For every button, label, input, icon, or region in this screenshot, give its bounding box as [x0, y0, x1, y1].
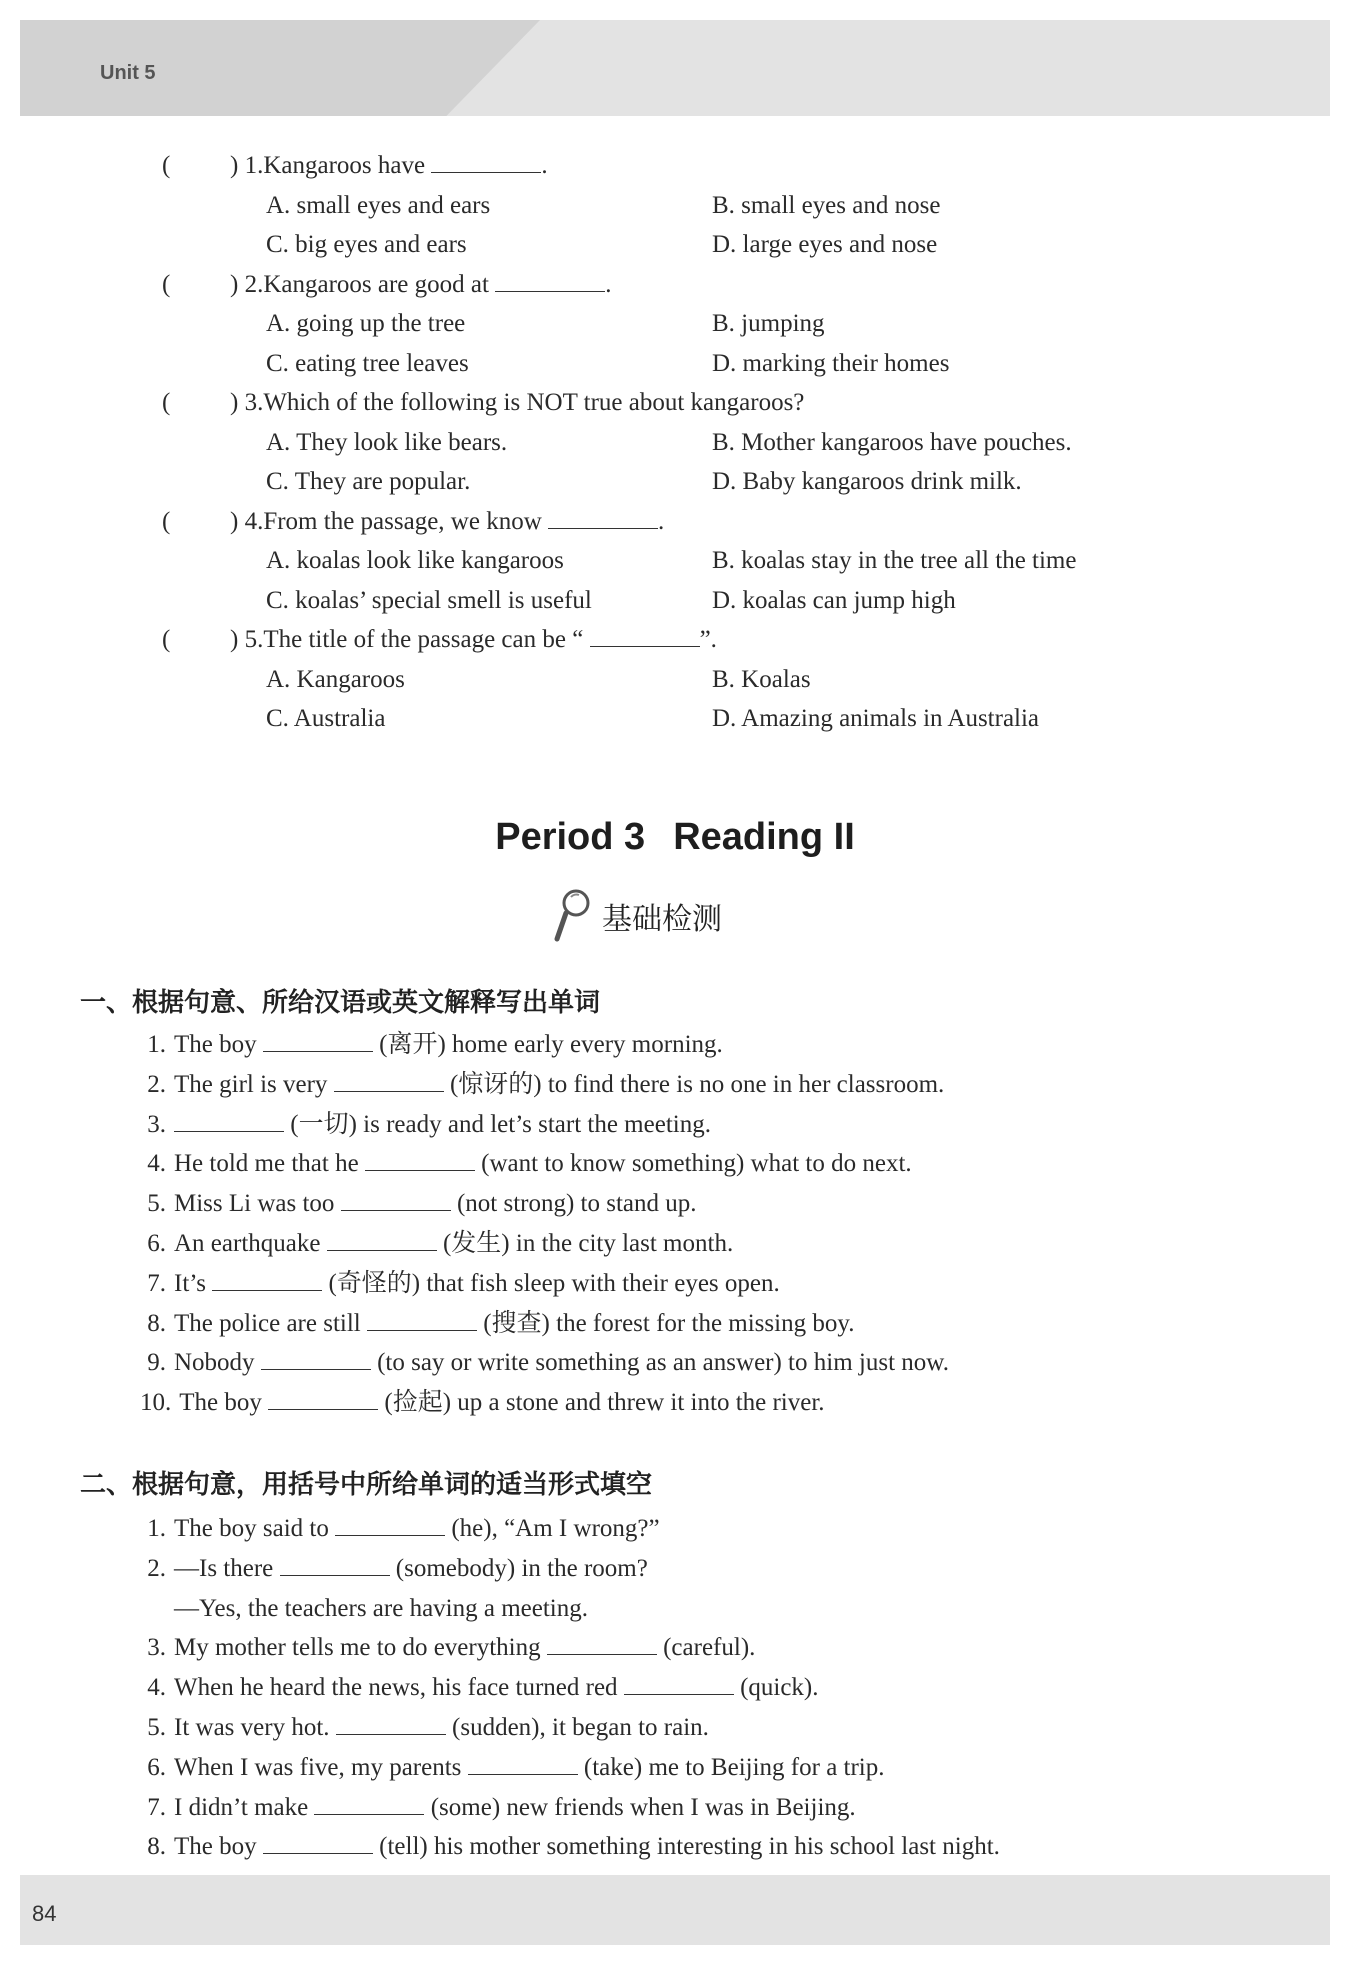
item-number: 2. [147, 1554, 166, 1582]
item-number: 3. [147, 1110, 166, 1138]
exercise-item [140, 1025, 1240, 1065]
item-text-after: (奇怪的) that fish sleep with their eyes open. [328, 1269, 780, 1297]
question-line [140, 146, 1140, 186]
section1-items [140, 1025, 1240, 1423]
option: C. They are popular. [266, 468, 471, 495]
option: B. jumping [712, 310, 825, 337]
item-number: 6. [147, 1229, 166, 1257]
item-text-after: (惊讶的) to find there is no one in her classroom. [449, 1070, 945, 1098]
item-text-before: The boy [174, 1833, 257, 1861]
item-text-after: (离开) home early every morning. [379, 1031, 723, 1058]
item-text-after: (一切) is ready and let’s start the meeting. [290, 1110, 711, 1138]
exercise-item [140, 1708, 1240, 1748]
question-text [230, 502, 664, 542]
basics-heading [552, 886, 722, 946]
answer-paren[interactable]: ( [162, 507, 171, 535]
item-number: 6. [147, 1753, 166, 1781]
answer-blank[interactable] [495, 269, 605, 292]
question-tail: ”. [699, 626, 717, 653]
question-line [140, 383, 1140, 423]
item-number: 2. [147, 1070, 166, 1098]
basics-label: 基础检测 [602, 902, 722, 937]
item-number: 9. [147, 1349, 166, 1377]
page-footer [20, 1875, 1330, 1945]
exercise-item [140, 1224, 1240, 1264]
period-name: Reading II [673, 816, 855, 858]
answer-blank[interactable] [268, 1387, 378, 1410]
answer-blank[interactable] [341, 1188, 451, 1211]
item-text-after: (搜查) the forest for the missing boy. [483, 1309, 855, 1337]
answer-blank[interactable] [365, 1148, 475, 1171]
item-text-before: The boy [179, 1389, 262, 1417]
exercise-item [140, 1509, 1240, 1549]
item-text-before: I didn’t make [174, 1793, 309, 1821]
answer-paren[interactable]: ( [162, 626, 171, 653]
question-line [140, 502, 1140, 542]
answer-blank[interactable] [431, 150, 541, 173]
option: C. koalas’ special smell is useful [266, 586, 592, 614]
answer-blank[interactable] [468, 1752, 578, 1775]
option: B. koalas stay in the tree all the time [712, 547, 1077, 574]
answer-blank[interactable] [548, 506, 658, 529]
question-stem: ) 4.From the passage, we know [230, 507, 542, 535]
answer-paren[interactable]: ( [162, 152, 171, 179]
option-row [140, 581, 1140, 621]
answer-blank[interactable] [174, 1109, 284, 1132]
answer-blank[interactable] [263, 1029, 373, 1052]
item-text-before: —Is there [174, 1554, 274, 1582]
option: A. going up the tree [266, 310, 466, 337]
item-number: 8. [147, 1833, 166, 1861]
item-number: 8. [147, 1309, 166, 1337]
option: D. koalas can jump high [712, 586, 956, 614]
exercise-item [140, 1065, 1240, 1105]
item-text-before: The police are still [174, 1309, 361, 1337]
exercise-item [140, 1589, 1240, 1629]
option: C. Australia [266, 705, 386, 732]
option-row [140, 541, 1140, 581]
workbook-page [20, 20, 1330, 1945]
exercise-item [140, 1748, 1240, 1788]
answer-blank[interactable] [334, 1069, 444, 1092]
item-text-before: My mother tells me to do everything [174, 1634, 541, 1662]
item-text-after: (want to know something) what to do next. [481, 1150, 912, 1178]
option-row [140, 462, 1140, 502]
header-decoration [20, 20, 540, 116]
section2-items [140, 1509, 1240, 1867]
answer-paren[interactable]: ( [162, 270, 171, 298]
item-text-after: (some) new friends when I was in Beijing. [430, 1793, 856, 1821]
item-text-before: It’s [174, 1269, 206, 1297]
item-text-before: —Yes, the teachers are having a meeting. [174, 1594, 588, 1622]
exercise-item [140, 1628, 1240, 1668]
section2-heading: 二、根据句意，用括号中所给单词的适当形式填空 [80, 1470, 653, 1500]
period-number: Period 3 [495, 816, 646, 858]
item-text-after: (tell) his mother something interesting in his school last night. [379, 1833, 1000, 1861]
item-text-before: Nobody [174, 1349, 255, 1377]
question-stem: ) 1.Kangaroos have [230, 152, 426, 179]
option-row [140, 423, 1140, 463]
item-text-before: When he heard the news, his face turned red [174, 1674, 618, 1702]
item-text-before: Miss Li was too [174, 1190, 335, 1218]
exercise-item [140, 1184, 1240, 1224]
item-text-after: (to say or write something as an answer) to him just now. [377, 1349, 949, 1377]
exercise-item [140, 1343, 1240, 1383]
option-row [140, 304, 1140, 344]
answer-blank[interactable] [624, 1672, 734, 1695]
item-text-after: (he), “Am I wrong?” [451, 1515, 660, 1542]
exercise-item [140, 1668, 1240, 1708]
answer-blank[interactable] [261, 1347, 371, 1370]
item-text-before: The boy [174, 1031, 257, 1058]
exercise-item [140, 1304, 1240, 1344]
option: D. large eyes and nose [712, 231, 938, 258]
answer-blank[interactable] [263, 1831, 373, 1854]
answer-blank[interactable] [547, 1632, 657, 1655]
item-text-after: (发生) in the city last month. [442, 1229, 734, 1257]
option: D. Amazing animals in Australia [712, 705, 1040, 732]
item-number: 4. [147, 1674, 166, 1702]
item-text-after: (take) me to Beijing for a trip. [583, 1753, 885, 1781]
item-text-after: (捡起) up a stone and threw it into the river. [384, 1389, 825, 1417]
option: C. eating tree leaves [266, 349, 469, 377]
item-text-before: It was very hot. [174, 1713, 330, 1741]
option-row [140, 660, 1140, 700]
item-number: 1. [147, 1515, 166, 1542]
exercise-item [140, 1827, 1240, 1867]
item-number: 5. [147, 1190, 166, 1218]
period-title [20, 816, 1330, 859]
question-tail: . [658, 507, 665, 535]
question-stem: ) 2.Kangaroos are good at [230, 270, 489, 298]
section1-heading: 一、根据句意、所给汉语或英文解释写出单词 [80, 988, 601, 1018]
option: A. koalas look like kangaroos [266, 547, 564, 574]
item-text-after: (sudden), it began to rain. [452, 1713, 709, 1741]
option: B. Mother kangaroos have pouches. [712, 428, 1072, 456]
item-text-before: An earthquake [174, 1229, 321, 1257]
question-text [230, 620, 717, 660]
option-row [140, 225, 1140, 265]
question-stem: ) 3.Which of the following is NOT true about kangaroos? [230, 389, 805, 416]
option: D. marking their homes [712, 349, 950, 377]
answer-blank[interactable] [335, 1513, 445, 1536]
answer-blank[interactable] [314, 1792, 424, 1815]
unit-label: Unit 5 [100, 62, 156, 84]
question-tail: . [605, 270, 612, 298]
item-number: 1. [147, 1031, 166, 1058]
exercise-item [140, 1549, 1240, 1589]
question-stem: ) 5.The title of the passage can be “ [230, 626, 584, 653]
page-number: 84 [32, 1901, 57, 1926]
answer-blank[interactable] [367, 1308, 477, 1331]
item-number: 10. [140, 1389, 172, 1417]
question-text [230, 146, 548, 186]
exercise-item [140, 1383, 1240, 1423]
item-number: 3. [147, 1634, 166, 1662]
page-header [20, 20, 1330, 116]
answer-blank[interactable] [212, 1268, 322, 1291]
option: D. Baby kangaroos drink milk. [712, 468, 1022, 495]
question-tail: . [541, 152, 548, 179]
question-text [230, 265, 611, 305]
item-text-after: (quick). [740, 1674, 819, 1702]
item-number: 7. [147, 1793, 166, 1821]
option: C. big eyes and ears [266, 231, 467, 258]
answer-blank[interactable] [280, 1553, 390, 1576]
magnifier-icon [552, 887, 592, 945]
option: A. They look like bears. [266, 428, 508, 456]
exercise-item [140, 1105, 1240, 1145]
answer-blank[interactable] [327, 1228, 437, 1251]
answer-blank[interactable] [336, 1712, 446, 1735]
exercise-item [140, 1264, 1240, 1304]
option: A. Kangaroos [266, 665, 405, 693]
item-text-before: When I was five, my parents [174, 1753, 462, 1781]
question-text [230, 383, 804, 423]
item-text-after: (careful). [663, 1634, 756, 1662]
option-row [140, 344, 1140, 384]
item-text-after: (somebody) in the room? [395, 1554, 648, 1582]
option-row [140, 186, 1140, 226]
option: A. small eyes and ears [266, 191, 491, 219]
multiple-choice-questions [140, 146, 1140, 739]
option-row [140, 699, 1140, 739]
item-text-after: (not strong) to stand up. [456, 1190, 697, 1218]
item-number: 5. [147, 1713, 166, 1741]
exercise-item [140, 1144, 1240, 1184]
item-number: 7. [147, 1269, 166, 1297]
question-line [140, 620, 1140, 660]
item-text-before: He told me that he [174, 1150, 359, 1178]
item-number: 4. [147, 1150, 166, 1178]
exercise-item [140, 1788, 1240, 1828]
answer-paren[interactable]: ( [162, 389, 171, 416]
question-line [140, 265, 1140, 305]
answer-blank[interactable] [590, 624, 700, 647]
option: B. Koalas [712, 665, 811, 693]
item-text-before: The girl is very [174, 1070, 328, 1098]
option: B. small eyes and nose [712, 191, 941, 219]
item-text-before: The boy said to [174, 1515, 329, 1542]
